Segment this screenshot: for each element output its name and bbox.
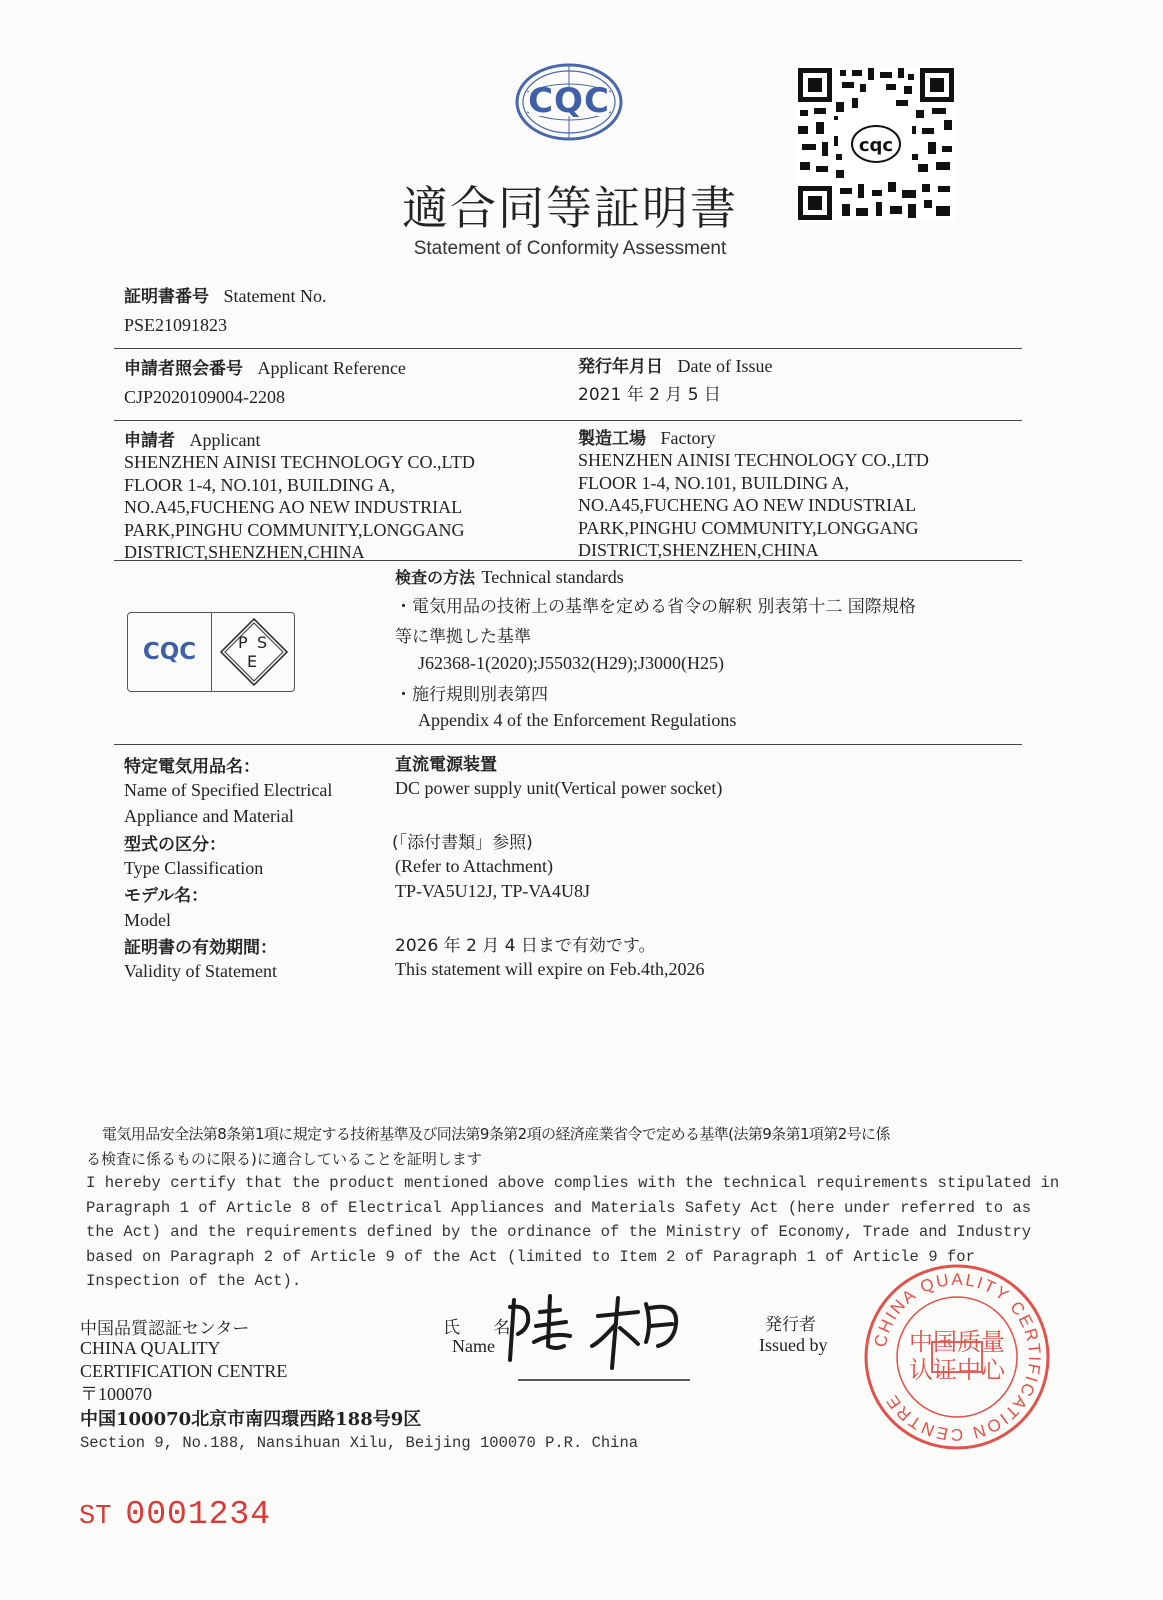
product-name-label-en1: Name of Specified Electrical	[124, 780, 333, 800]
seal-outer-text: CHINA QUALITY CERTIFICATION CENTRE	[870, 1269, 1045, 1445]
issued-by-jp: 発行者	[765, 1315, 816, 1335]
certify-en-line: Inspection of the Act).	[86, 1272, 302, 1290]
tech-label-jp: 検査の方法	[395, 568, 476, 587]
date-of-issue-label	[578, 355, 772, 378]
certify-en-line: Paragraph 1 of Article 8 of Electrical Appliances and Materials Safety Act (here under referred to as	[86, 1198, 1032, 1217]
applicant-label	[124, 429, 260, 452]
cqc-seal	[862, 1262, 1052, 1452]
type-en: (Refer to Attachment)	[395, 856, 553, 876]
cqc-logo	[513, 62, 625, 142]
seal-inner-text: 中国质量认证中心	[909, 1328, 1005, 1384]
certification-marks-box	[127, 612, 295, 692]
product-name-jp: 直流電源装置	[395, 755, 497, 775]
statement-no-value: PSE21091823	[124, 315, 228, 335]
applicant-ref-label-jp: 申請者照会番号	[124, 359, 243, 379]
validity-label-jp: 証明書の有効期間：	[124, 938, 277, 958]
issuer-address-en: Section 9, No.188, Nansihuan Xilu, Beijing 100070 P.R. China	[80, 1434, 639, 1452]
product-name-en: DC power supply unit(Vertical power socket)	[395, 778, 723, 798]
factory-label	[578, 427, 715, 450]
validity-jp: 2026 年 2 月 4 日まで有効です。	[395, 936, 656, 956]
issuer-name-en1: CHINA QUALITY	[80, 1338, 221, 1358]
certify-en-line: I hereby certify that the product mentioned above complies with the technical requirements stipulated in	[86, 1174, 1060, 1192]
cqc-logo-text: CQC	[528, 81, 610, 121]
applicant-line: NO.A45,FUCHENG AO NEW INDUSTRIAL	[124, 497, 463, 517]
validity-label-en: Validity of Statement	[124, 961, 277, 981]
factory-line: SHENZHEN AINISI TECHNOLOGY CO.,LTD	[578, 450, 929, 470]
product-name-label-jp: 特定電気用品名：	[124, 757, 260, 777]
type-label-en: Type Classification	[124, 858, 264, 878]
certify-en-line: the Act) and the requirements defined by the ordinance of the Ministry of Economy, Trade and Industry	[86, 1223, 1032, 1241]
applicant-ref-label	[124, 357, 406, 380]
tech-item1-line1: ・電気用品の技術上の基準を定める省令の解釈 別表第十二 国際規格	[395, 597, 916, 617]
pse-s: S	[257, 633, 268, 652]
serial-number	[79, 1496, 271, 1533]
applicant-line: FLOOR 1-4, NO.101, BUILDING A,	[124, 474, 395, 495]
tech-item2-jp: ・施行規則別表第四	[395, 685, 548, 705]
applicant-line: DISTRICT,SHENZHEN,CHINA	[124, 542, 365, 562]
product-name-label-en2: Appliance and Material	[124, 806, 294, 826]
issuer-address-cn: 中国100070北京市南四環西路188号9区	[80, 1409, 422, 1430]
statement-no-label-en: Statement No.	[223, 286, 327, 306]
applicant-address	[124, 451, 475, 564]
date-of-issue-label-jp: 発行年月日	[578, 357, 663, 377]
signature	[500, 1272, 700, 1382]
model-label-en: Model	[124, 910, 171, 930]
issuer-name-jp: 中国品質認証センター	[80, 1319, 250, 1339]
factory-line: DISTRICT,SHENZHEN,CHINA	[578, 540, 819, 560]
applicant-label-en: Applicant	[189, 430, 261, 450]
applicant-line: PARK,PINGHU COMMUNITY,LONGGANG	[124, 519, 465, 540]
statement-no-label-jp: 証明書番号	[124, 287, 209, 307]
svg-text:cqc: cqc	[858, 135, 894, 156]
divider-3	[114, 560, 1022, 561]
tech-label-en: Technical standards	[481, 567, 624, 587]
type-jp: (「添付書類」参照)	[392, 833, 533, 853]
sign-label-en: Name	[452, 1336, 495, 1356]
statement-no-label	[124, 285, 326, 308]
factory-line: NO.A45,FUCHENG AO NEW INDUSTRIAL	[578, 495, 917, 515]
factory-line: PARK,PINGHU COMMUNITY,LONGGANG	[578, 517, 919, 538]
factory-address	[578, 449, 929, 562]
issuer-postal: 〒100070	[80, 1384, 152, 1404]
type-label-jp: 型式の区分：	[124, 835, 226, 855]
divider-1	[114, 348, 1022, 349]
certify-jp-line2: る検査に係るものに限る)に適合していることを証明します	[86, 1150, 482, 1168]
date-of-issue-value: 2021 年 2 月 5 日	[578, 385, 721, 405]
factory-label-en: Factory	[660, 428, 716, 448]
model-label-jp: モデル名：	[124, 886, 209, 906]
sign-label-jp: 氏 名	[443, 1318, 525, 1338]
marks-divider	[211, 613, 212, 691]
date-of-issue-label-en: Date of Issue	[677, 356, 773, 376]
applicant-label-jp: 申請者	[124, 431, 175, 451]
tech-item1-line2: 等に準拠した基準	[395, 627, 531, 647]
pse-e: E	[247, 652, 258, 671]
factory-line: FLOOR 1-4, NO.101, BUILDING A,	[578, 472, 849, 493]
cqc-mark: CQC	[142, 639, 197, 665]
applicant-ref-label-en: Applicant Reference	[257, 358, 406, 378]
issued-by-en: Issued by	[759, 1335, 828, 1355]
certify-jp-line1: 電気用品安全法第8条第1項に規定する技術基準及び同法第9条第2項の経済産業省令で定める基準(法第9条第1項第2号に係	[102, 1125, 890, 1143]
tech-label	[395, 566, 624, 589]
applicant-line: SHENZHEN AINISI TECHNOLOGY CO.,LTD	[124, 452, 475, 472]
model-value: TP-VA5U12J, TP-VA4U8J	[395, 881, 591, 901]
tech-item2-en: Appendix 4 of the Enforcement Regulations	[418, 710, 737, 730]
serial-prefix: ST	[79, 1502, 112, 1532]
title-jp: 適合同等証明書	[402, 181, 738, 235]
serial-value: 0001234	[125, 1496, 272, 1533]
factory-label-jp: 製造工場	[578, 429, 646, 449]
qr-code	[796, 66, 956, 222]
divider-4	[114, 744, 1022, 745]
pse-p: P	[238, 633, 248, 652]
certify-en-line: based on Paragraph 2 of Article 9 of the Act (limited to Item 2 of Paragraph 1 of Article 9 for	[86, 1247, 975, 1266]
divider-2	[114, 420, 1022, 421]
validity-en: This statement will expire on Feb.4th,2026	[395, 959, 705, 979]
applicant-ref-value: CJP2020109004-2208	[124, 387, 286, 407]
tech-item1-standards: J62368-1(2020);J55032(H29);J3000(H25)	[418, 653, 724, 673]
title-en: Statement of Conformity Assessment	[413, 238, 727, 259]
issuer-name-en2: CERTIFICATION CENTRE	[80, 1361, 288, 1381]
